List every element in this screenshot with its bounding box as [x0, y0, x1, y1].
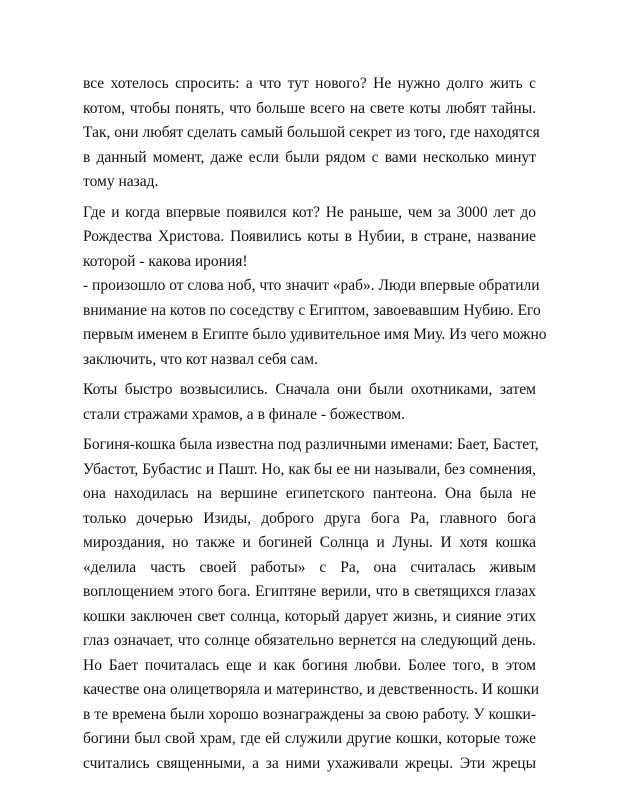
- text-line: первым именем в Египте было удивительное имя Миу. Из чего можно: [83, 326, 547, 343]
- text-line: Но Бает почиталась еще и как богиня любви. Более того, в этом: [83, 656, 536, 674]
- text-line: которой - какова ирония!: [83, 252, 248, 270]
- text-line: Где и когда впервые появился кот? Не раньше, чем за 3000 лет до: [83, 203, 536, 221]
- text-line: Так, они любят сделать самый большой секрет из того, где находятся: [83, 124, 540, 141]
- text-line: «делила часть своей работы» с Ра, она считалась живым: [83, 558, 536, 576]
- text-line: все хотелось спросить: а что тут нового? Не нужно долго жить с: [83, 75, 536, 92]
- text-line: кошки заключен свет солнца, который дарует жизнь, и сияние этих: [83, 607, 536, 625]
- text-line: - произошло от слова ноб, что значит «раб». Люди впервые обратили: [83, 277, 540, 294]
- document-body: [83, 72, 547, 782]
- paragraph-5: [83, 433, 540, 776]
- paragraph-2: [83, 201, 536, 275]
- text-line: Рождества Христова. Появились коты в Нубии, в стране, название: [83, 228, 536, 245]
- text-line: считались священными, а за ними ухаживали жрецы. Эти жрецы: [83, 754, 536, 772]
- text-line: тому назад.: [83, 173, 159, 190]
- text-line: внимание на котов по соседству с Египтом, завоевавшим Нубию. Его: [83, 301, 541, 319]
- text-line: воплощением этого бога. Египтяне верили, что в светящихся глазах: [83, 583, 536, 600]
- text-line: Убастот, Бубастис и Пашт. Но, как бы ее ни называли, без сомнения,: [83, 460, 536, 478]
- text-line: котом, чтобы понять, что больше всего на свете коты любят тайны.: [83, 99, 536, 117]
- paragraph-3: [83, 274, 547, 372]
- text-line: мироздания, но также и богиней Солнца и Луны. И хотя кошка: [83, 534, 536, 551]
- paragraph-4: [83, 378, 536, 427]
- text-line: в те времена были хорошо вознаграждены за свою работу. У кошки-: [83, 705, 536, 723]
- text-line: Коты быстро возвысились. Сначала они были охотниками, затем: [83, 381, 536, 398]
- text-line: Богиня-кошка была известна под различными именами: Бает, Бастет,: [83, 436, 539, 453]
- text-line: в данный момент, даже если были рядом с вами несколько минут: [83, 148, 536, 166]
- paragraph-1: [83, 72, 540, 195]
- text-line: качестве она олицетворяла и материнство, и девственность. И кошки: [83, 681, 540, 698]
- text-line: она находилась на вершине египетского пантеона. Она была не: [83, 485, 536, 502]
- text-line: стали стражами храмов, а в финале - божеством.: [83, 405, 405, 423]
- text-line: только дочерью Изиды, доброго друга бога Ра, главного бога: [83, 509, 536, 527]
- text-line: заключить, что кот назвал себя сам.: [83, 350, 318, 368]
- text-line: глаз означает, что солнце обязательно вернется на следующий день.: [83, 632, 536, 649]
- text-line: богини был свой храм, где ей служили другие кошки, которые тоже: [83, 730, 536, 747]
